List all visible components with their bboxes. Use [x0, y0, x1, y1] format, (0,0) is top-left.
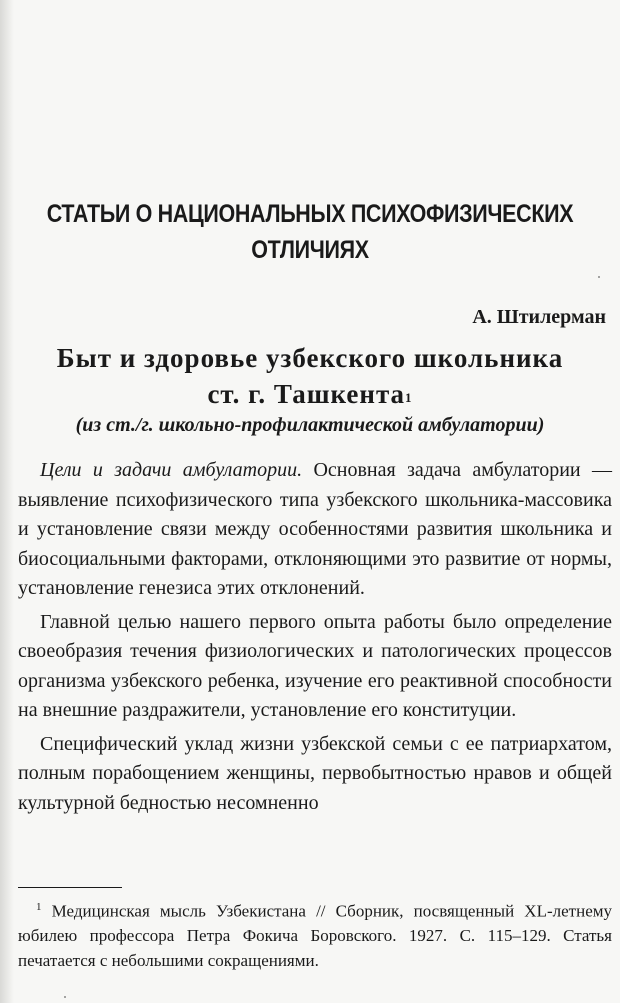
footnote-divider: [18, 887, 122, 888]
paragraph-1-lead: Цели и задачи амбулатории.: [40, 459, 303, 481]
section-title-line-2: ОТЛИЧИЯХ: [251, 236, 369, 264]
section-title-line-1: СТАТЬИ О НАЦИОНАЛЬНЫХ ПСИХОФИЗИЧЕСКИХ: [46, 200, 574, 228]
paragraph-1: [18, 456, 612, 604]
paragraph-3: Специфический уклад жизни узбекской семьи с ее патриархатом, полным порабощением женщины, первобытностью нравов и общей культурной бедностью несомненно: [18, 732, 612, 814]
scan-speck: [598, 276, 600, 278]
article-title-line-1: Быт и здоровье узбекского школьника: [56, 343, 564, 373]
article-title-line-2: [0, 376, 620, 412]
scan-speck: [64, 996, 66, 998]
footnote-marker: 1: [36, 901, 42, 913]
paragraph-1-text: Основная задача амбулатории — выявление психофизического типа узбекского школьника-массовика и установление связи между особенностями развития школьника и биосоциальными факторами, отклоняющими это развитие от нормы, установление генезиса этих отклонений.: [18, 459, 612, 599]
footnote: [18, 895, 612, 973]
article-subtitle: (из ст./г. школьно-профилактической амбулатории): [75, 414, 545, 436]
paragraph-2: Главной целью нашего первого опыта работы было определение своеобразия течения физиологических и патологических процессов организма узбекского ребенка, изучение его реактивной способности на внешние раздражители, установление его конституции.: [18, 610, 612, 721]
scan-edge-shadow: [0, 0, 14, 1003]
article-body: [18, 456, 612, 818]
footnote-text: Медицинская мысль Узбекистана // Сборник, посвященный XL-летнему юбилею профессора Петра Фокича Боровского. 1927. С. 115–129. Статья печатается с небольшими сокращениями.: [18, 901, 612, 970]
author-name: А. Штилерман: [472, 306, 606, 328]
article-title-location: ст. г. Ташкента: [207, 379, 406, 409]
section-title: [43, 196, 576, 268]
footnote-reference[interactable]: 1: [405, 390, 413, 405]
article-title: [0, 340, 620, 412]
